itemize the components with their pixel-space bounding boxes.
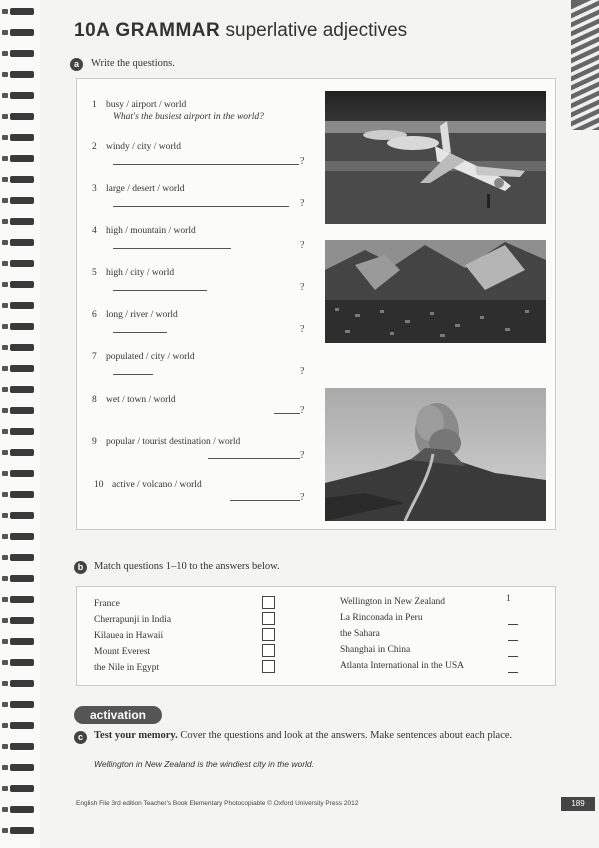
question-3: 3 large / desert / world: [92, 184, 185, 194]
spiral-coil-icon: [2, 111, 38, 122]
left-answer: France: [94, 599, 120, 609]
question-mark: ?: [300, 450, 305, 461]
spiral-coil-icon: [2, 363, 38, 374]
footer-credit: English File 3rd edition Teacher's Book Elementary Photocopiable © Oxford University Press 2012: [76, 800, 359, 807]
spiral-coil-icon: [2, 48, 38, 59]
question-1: 1 busy / airport / world: [92, 100, 187, 110]
spiral-coil-icon: [2, 594, 38, 605]
spiral-coil-icon: [2, 762, 38, 773]
spiral-coil-icon: [2, 825, 38, 836]
answer-box[interactable]: [262, 644, 275, 657]
spiral-coil-icon: [2, 195, 38, 206]
question-4: 4 high / mountain / world: [92, 226, 196, 236]
section-c-example: Wellington in New Zealand is the windiest city in the world.: [94, 759, 315, 769]
spiral-coil-icon: [2, 6, 38, 17]
spiral-coil-icon: [2, 489, 38, 500]
left-answer: the Nile in Egypt: [94, 663, 160, 673]
spiral-coil-icon: [2, 804, 38, 815]
question-mark: ?: [300, 492, 305, 503]
answer-line-8[interactable]: [274, 413, 300, 414]
answer-line-7[interactable]: [113, 374, 153, 375]
spiral-coil-icon: [2, 384, 38, 395]
spiral-coil-icon: [2, 27, 38, 38]
spiral-coil-icon: [2, 636, 38, 647]
question-5: 5 high / city / world: [92, 268, 175, 278]
spiral-coil-icon: [2, 468, 38, 479]
answer-blank[interactable]: [508, 672, 518, 673]
spiral-coil-icon: [2, 447, 38, 458]
answer-box[interactable]: [262, 628, 275, 641]
right-answer: La Rinconada in Peru: [340, 613, 423, 623]
page-title: [74, 20, 407, 42]
spiral-coil-icon: [2, 321, 38, 332]
spiral-coil-icon: [2, 258, 38, 269]
spiral-coil-icon: [2, 699, 38, 710]
answer-line-10[interactable]: [230, 500, 300, 501]
answer-blank[interactable]: [508, 656, 518, 657]
spiral-binding-icon: [0, 0, 40, 848]
question-mark: ?: [300, 156, 305, 167]
question-mark: ?: [300, 324, 305, 335]
right-answer: Shanghai in China: [340, 645, 411, 655]
right-answer: Atlanta International in the USA: [340, 661, 464, 671]
spiral-coil-icon: [2, 510, 38, 521]
section-b-bullet: b: [74, 561, 87, 574]
spiral-coil-icon: [2, 279, 38, 290]
question-mark: ?: [300, 405, 305, 416]
answer-line-4[interactable]: [113, 248, 231, 249]
answer-box[interactable]: [262, 612, 275, 625]
question-10: 10 active / volcano / world: [94, 480, 202, 490]
unit-topic: superlative adjectives: [225, 20, 408, 41]
left-answer: Kilauea in Hawaii: [94, 631, 164, 641]
left-answer: Cherrapunji in India: [94, 615, 172, 625]
question-mark: ?: [300, 282, 305, 293]
answer-line-2[interactable]: [113, 164, 299, 165]
spiral-coil-icon: [2, 678, 38, 689]
right-answer: the Sahara: [340, 629, 380, 639]
spiral-coil-icon: [2, 657, 38, 668]
spiral-coil-icon: [2, 90, 38, 101]
section-c-bullet: c: [74, 731, 87, 744]
question-7: 7 populated / city / world: [92, 352, 195, 362]
answer-line-6[interactable]: [113, 332, 167, 333]
answer-blank[interactable]: [508, 640, 518, 641]
spiral-coil-icon: [2, 174, 38, 185]
spiral-coil-icon: [2, 615, 38, 626]
mountain-photo: [325, 240, 546, 343]
volcano-photo: [325, 388, 546, 521]
section-a-instruction: Write the questions.: [91, 58, 175, 69]
answer-line-5[interactable]: [113, 290, 207, 291]
answer-line-3[interactable]: [113, 206, 289, 207]
left-answer: Mount Everest: [94, 647, 151, 657]
answer-blank[interactable]: [508, 624, 518, 625]
spiral-coil-icon: [2, 132, 38, 143]
question-6: 6 long / river / world: [92, 310, 178, 320]
spiral-coil-icon: [2, 783, 38, 794]
question-8: 8 wet / town / world: [92, 395, 176, 405]
section-a-bullet: a: [70, 58, 83, 71]
question-1-answer: What's the busiest airport in the world?: [113, 112, 264, 122]
corner-stripes: [571, 0, 599, 130]
question-9: 9 popular / tourist destination / world: [92, 437, 241, 447]
answer-box[interactable]: [262, 596, 275, 609]
spiral-coil-icon: [2, 405, 38, 416]
spiral-coil-icon: [2, 426, 38, 437]
answer-line-9[interactable]: [208, 458, 300, 459]
spiral-coil-icon: [2, 153, 38, 164]
spiral-coil-icon: [2, 237, 38, 248]
page-number: 189: [561, 797, 595, 811]
spiral-coil-icon: [2, 531, 38, 542]
question-mark: ?: [300, 198, 305, 209]
spiral-coil-icon: [2, 720, 38, 731]
section-b-instruction: Match questions 1–10 to the answers below.: [94, 561, 280, 572]
unit-code: 10A GRAMMAR: [74, 20, 221, 41]
answer-box[interactable]: [262, 660, 275, 673]
airport-photo: [325, 91, 546, 224]
activation-badge: activation: [74, 706, 162, 724]
question-mark: ?: [300, 240, 305, 251]
spiral-coil-icon: [2, 216, 38, 227]
section-c-instruction: Test your memory. Cover the questions and look at the answers. Make sentences about each place.: [94, 730, 513, 741]
spiral-coil-icon: [2, 69, 38, 80]
question-mark: ?: [300, 366, 305, 377]
spiral-coil-icon: [2, 552, 38, 563]
right-answer: Wellington in New Zealand: [340, 597, 446, 607]
spiral-coil-icon: [2, 342, 38, 353]
spiral-coil-icon: [2, 300, 38, 311]
spiral-coil-icon: [2, 573, 38, 584]
spiral-coil-icon: [2, 741, 38, 752]
question-2: 2 windy / city / world: [92, 142, 181, 152]
filled-answer-box[interactable]: 1: [506, 594, 511, 604]
